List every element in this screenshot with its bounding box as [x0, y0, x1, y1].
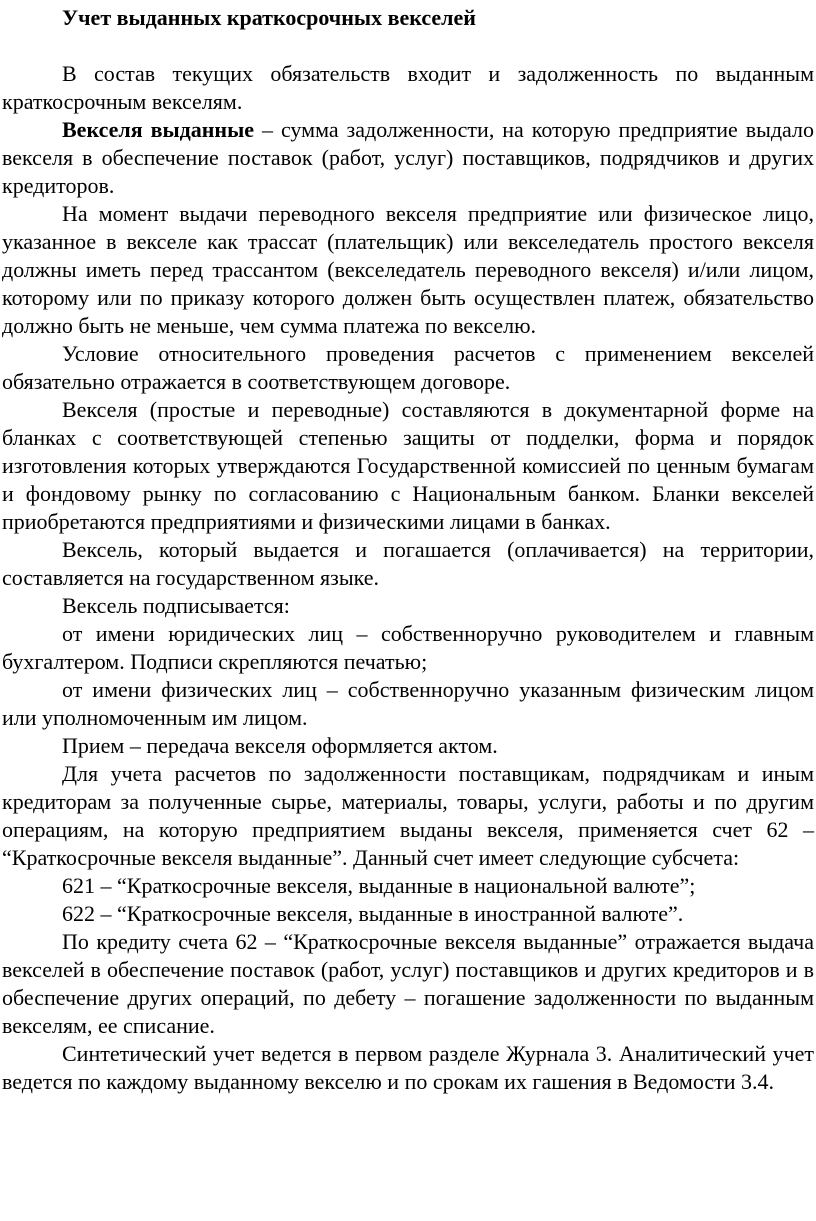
document-title: Учет выданных краткосрочных векселей [62, 5, 476, 30]
paragraph-subaccount-621: 621 – “Краткосрочные векселя, выданные в национальной валюте”; [62, 873, 696, 898]
paragraph-legal-entities: от имени юридических лиц – собственноручно руководителем и главным бухгалтером. Подписи скрепляются печатью; [2, 621, 814, 674]
paragraph-definition [2, 116, 814, 200]
paragraph-intro: В состав текущих обязательств входит и задолженность по выданным краткосрочным векселям. [2, 61, 814, 114]
paragraph-accounting-registers: Синтетический учет ведется в первом разделе Журнала 3. Аналитический учет ведется по каждому выданному векселю и по срокам их гашения в Ведомости 3.4. [2, 1041, 814, 1094]
paragraph-individuals: от имени физических лиц – собственноручно указанным физическим лицом или уполномоченным им лицом. [2, 677, 814, 730]
definition-text: – сумма задолженности, на которую предприятие выдало векселя в обеспечение поставок (работ, услуг) поставщиков, подрядчиков и других кредиторов. [2, 117, 814, 198]
paragraph-subaccount-622: 622 – “Краткосрочные векселя, выданные в иностранной валюте”. [62, 901, 684, 926]
paragraph-credit-debit: По кредиту счета 62 – “Краткосрочные векселя выданные” отражается выдача векселей в обеспечение поставок (работ, услуг) поставщиков и других кредиторов и в обеспечение других операций, по дебету – погашение задолженности по выданным векселям, ее списание. [2, 929, 814, 1038]
paragraph-issuance-obligation: На момент выдачи переводного векселя предприятие или физическое лицо, указанное в векселе как трассат (плательщик) или векселедатель простого векселя должны иметь перед трассантом (векселедатель переводного векселя) и/или лицом, которому или по приказу которого должен быть осуществлен платеж, обязательство должно быть не меньше, чем сумма платежа по векселю. [2, 201, 814, 338]
paragraph-blank-forms: Векселя (простые и переводные) составляются в документарной форме на бланках с соответствующей степенью защиты от подделки, форма и порядок изготовления которых утверждаются Государственной комиссией по ценным бумагам и фондовому рынку по согласованию с Национальным банком. Бланки векселей приобретаются предприятиями и физическими лицами в банках. [2, 397, 814, 534]
paragraph-signing: Вексель подписывается: [62, 593, 290, 618]
paragraph-account-62: Для учета расчетов по задолженности поставщикам, подрядчикам и иным кредиторам за полученные сырье, материалы, товары, услуги, работы и по другим операциям, на которую предприятием выданы векселя, применяется счет 62 – “Краткосрочные векселя выданные”. Данный счет имеет следующие субсчета: [2, 761, 814, 870]
paragraph-transfer-act: Прием – передача векселя оформляется актом. [62, 733, 498, 758]
paragraph-contract-condition: Условие относительного проведения расчетов с применением векселей обязательно отражается в соответствующем договоре. [2, 341, 814, 394]
term-bills-issued: Векселя выданные [62, 117, 255, 142]
paragraph-state-language: Вексель, который выдается и погашается (оплачивается) на территории, составляется на государственном языке. [2, 537, 814, 590]
